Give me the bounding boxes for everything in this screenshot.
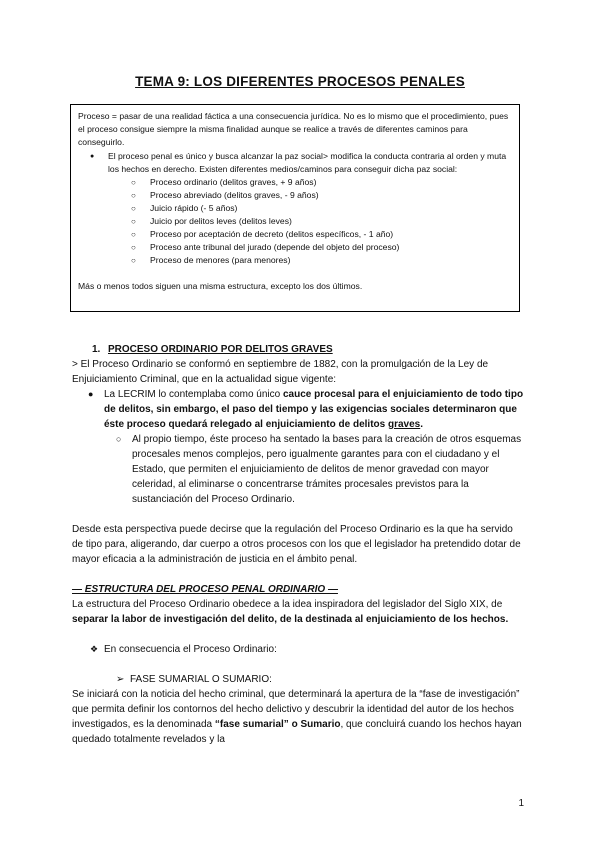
process-list (78, 176, 512, 267)
summary-box (70, 104, 520, 312)
box-closing: Más o menos todos siguen una misma estructura, excepto los dos últimos. (78, 281, 363, 291)
section-heading (92, 342, 524, 357)
arrow-item: ➢ FASE SUMARIAL O SUMARIO: (72, 672, 524, 687)
list-item: ○ Juicio por delitos leves (delitos leves) (150, 215, 512, 228)
fase-text-bold: “fase sumarial” o Sumario (214, 719, 341, 730)
section-heading-text: PROCESO ORDINARIO POR DELITOS GRAVES (108, 344, 333, 355)
list-item: ○ Juicio rápido (- 5 años) (150, 202, 512, 215)
list-item: ○ Proceso por aceptación de decreto (delitos específicos, - 1 año) (150, 228, 512, 241)
list-item: ○ Proceso de menores (para menores) (150, 254, 512, 267)
fase-text-a: Se iniciará con la noticia del hecho criminal, que determinará la apertura de la “fase de investigación” que permita definir los contornos del hecho delictivo y descubrir la identidad del autor de los hechos investigados, es la denominada (72, 689, 520, 730)
bullet-end-text: . (420, 419, 424, 430)
bullet-plain-text: La LECRIM lo contemplaba como único (104, 389, 283, 400)
structure-bold-text: separar la labor de investigación del delito, de la destinada al enjuiciamiento de los hechos. (72, 614, 509, 625)
section-sub-bullet: ○ Al propio tiempo, éste proceso ha sentado la bases para la creación de otros esquemas procesales menos complejos, pero igualmente garantes para con el ciudadano y el Estado, que permiten el enjuiciamiento de delitos de menor gravedad con mayor celeridad, al eliminarse o concentrarse trámites procesales previstos para la sustanciación del Proceso Ordinario. (72, 432, 524, 507)
section-paragraph: Desde esta perspectiva puede decirse que la regulación del Proceso Ordinario es la que ha servido de tipo para, aligerando, dar cuerpo a otros procesos con los que el legislador ha pretendido dotar de mayor eficacia a la administración de justicia en el ámbito penal. (72, 524, 521, 565)
list-item: ○ Proceso abreviado (delitos graves, - 9 años) (150, 189, 512, 202)
main-content (72, 342, 524, 747)
list-item: ○ Proceso ante tribunal del jurado (depende del objeto del proceso) (150, 241, 512, 254)
page-title: TEMA 9: LOS DIFERENTES PROCESOS PENALES (135, 74, 465, 89)
fase-text-c: , que concluirá cuando los hechos hayan quedado totalmente revelados y la (72, 719, 522, 745)
section-number: 1. (92, 344, 101, 355)
structure-heading: — ESTRUCTURA DEL PROCESO PENAL ORDINARIO — (72, 584, 338, 595)
list-item: ○ Proceso ordinario (delitos graves, + 9 años) (150, 176, 512, 189)
box-intro: Proceso = pasar de una realidad fáctica a una consecuencia jurídica. No es lo mismo que el procedimiento, pues el proceso consigue siempre la misma finalidad aunque se realice a través de diferentes caminos para conseguirlo. (78, 111, 509, 147)
diamond-item: ❖ En consecuencia el Proceso Ordinario: (72, 642, 524, 657)
bullet-bold-text: cauce procesal para el enjuiciamiento de todo tipo de delitos, sin embargo, el paso del tiempo y las exigencias sociales determinaron que éste proceso quedará relegado al enjuiciamiento de delitos (104, 389, 524, 430)
page-number: 1 (518, 798, 524, 809)
structure-plain-text: La estructura del Proceso Ordinario obedece a la idea inspiradora del legislador del Siglo XIX, de (72, 599, 503, 610)
bullet-underline-text: graves (387, 419, 421, 430)
structure-paragraph (72, 597, 524, 627)
section-bullet (72, 387, 524, 432)
box-bullet: ● El proceso penal es único y busca alcanzar la paz social> modifica la conducta contraria al orden y muta los hechos en derecho. Existen diferentes medios/caminos para conseguir dicha paz social: (108, 150, 512, 176)
section-intro: > El Proceso Ordinario se conformó en septiembre de 1882, con la promulgación de la Ley de Enjuiciamiento Criminal, que en la actualidad sigue vigente: (72, 359, 489, 385)
fase-paragraph (72, 687, 524, 747)
